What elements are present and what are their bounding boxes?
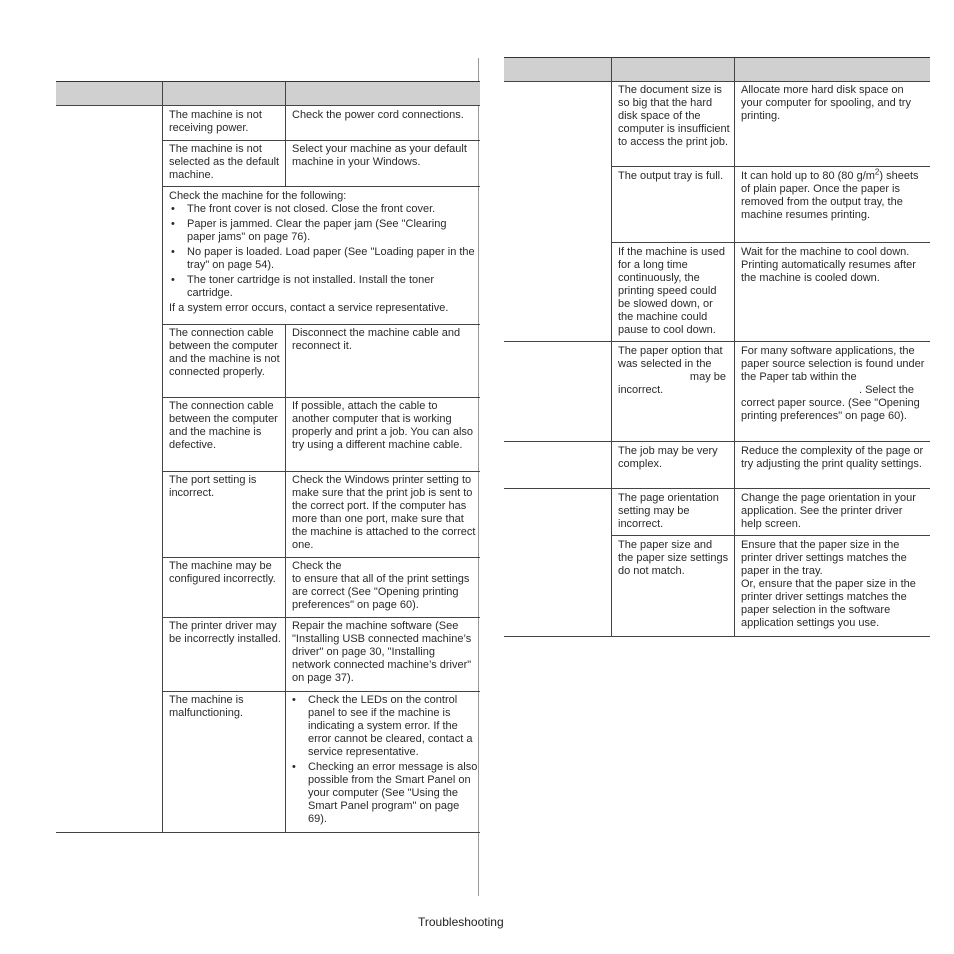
- row-rule: [162, 691, 480, 692]
- left-header-bottom-rule: [56, 105, 480, 106]
- right-header-top-rule: [504, 57, 930, 58]
- solution-text: correct paper source. (See "Opening printing preferences" on page 60).: [741, 397, 920, 422]
- cause-cell: The job may be very complex.: [618, 445, 718, 470]
- cause-cell: The paper size and the paper size settings do not match.: [618, 539, 729, 577]
- solution-text: . Select the: [858, 384, 914, 396]
- row-rule: [162, 397, 480, 398]
- check-list-cell: [169, 190, 475, 315]
- solution-cell: Repair the machine software (See "Installing USB connected machine’s driver" on page 30, "Installing network connected machine’s driver" on page 37).: [292, 620, 472, 684]
- check-outro: If a system error occurs, contact a service representative.: [169, 302, 449, 314]
- cause-cell: The machine is not selected as the default machine.: [169, 143, 280, 181]
- solution-cell: [741, 345, 926, 423]
- row-rule: [504, 488, 930, 489]
- solution-item: • Checking an error message is also possible from the Smart Panel on your computer (See "Using the Smart Panel program" on page 69).: [290, 761, 478, 826]
- check-item: • The toner cartridge is not installed. Install the toner cartridge.: [169, 274, 475, 300]
- cause-cell: If the machine is used for a long time continuously, the printing speed could be slowed down, or the machine could pause to cool down.: [618, 246, 726, 336]
- row-rule: [611, 242, 930, 243]
- cause-text: incorrect.: [618, 384, 664, 396]
- solution-cell: [741, 539, 926, 630]
- solution-list: [290, 694, 478, 826]
- row-rule: [162, 471, 480, 472]
- row-rule: [611, 166, 930, 167]
- left-col2-separator-a: [285, 81, 286, 187]
- cause-cell: The machine may be configured incorrectly.: [169, 560, 276, 585]
- right-table-header: [504, 57, 930, 81]
- left-table-bottom-rule: [56, 832, 480, 833]
- solution-cell: Check the Windows printer setting to make sure that the print job is sent to the correct port. If the computer has more than one port, make sure that the machine is attached to the correct one.: [292, 474, 476, 551]
- solution-cell: Wait for the machine to cool down. Printing automatically resumes after the machine is cooled down.: [741, 246, 916, 284]
- right-col1-separator: [611, 57, 612, 637]
- solution-cell: Reduce the complexity of the page or try adjusting the print quality settings.: [741, 445, 924, 470]
- cause-text: may be: [689, 371, 726, 383]
- cause-cell: The page orientation setting may be incorrect.: [618, 492, 719, 530]
- solution-cell: Disconnect the machine cable and reconnect it.: [292, 327, 461, 352]
- row-rule: [162, 140, 480, 141]
- cause-cell: The machine is not receiving power.: [169, 109, 262, 134]
- cause-cell: The output tray is full.: [618, 170, 724, 182]
- row-rule: [162, 617, 480, 618]
- solution-text: For many software applications, the paper source selection is found under the Paper tab within the: [741, 345, 925, 383]
- page-column-divider: [478, 58, 479, 896]
- row-rule: [162, 186, 480, 187]
- check-list: [169, 203, 475, 300]
- row-rule: [504, 341, 930, 342]
- cause-cell: The port setting is incorrect.: [169, 474, 257, 499]
- solution-text: It can hold up to 80 (80 g/m: [741, 170, 875, 182]
- cause-cell: The machine is malfunctioning.: [169, 694, 244, 719]
- solution-line: to ensure that all of the print settings are correct (See "Opening printing preferences" on page 60).: [292, 573, 470, 611]
- row-rule: [504, 441, 930, 442]
- solution-cell: Check the power cord connections.: [292, 109, 464, 121]
- cause-cell: The connection cable between the computer and the machine is defective.: [169, 400, 278, 451]
- left-col2-separator-b: [285, 324, 286, 832]
- page-footer-section: Troubleshooting: [418, 915, 504, 929]
- solution-cell: Select your machine as your default machine in your Windows.: [292, 143, 467, 168]
- solution-cell: If possible, attach the cable to another computer that is working properly and print a job. You can also try using a different machine cable.: [292, 400, 474, 451]
- solution-cell: [741, 167, 926, 222]
- cause-cell: The printer driver may be incorrectly installed.: [169, 620, 281, 645]
- cause-cell: The connection cable between the computer and the machine is not connected properly.: [169, 327, 280, 378]
- right-table-bottom-rule: [504, 636, 930, 637]
- solution-text: ) sheets of plain paper. Once the paper is removed from the output tray, the machine resumes printing.: [741, 170, 919, 221]
- row-rule: [611, 535, 930, 536]
- check-item: • No paper is loaded. Load paper (See "Loading paper in the tray" on page 54).: [169, 246, 475, 272]
- solution-line: Check the: [292, 560, 342, 572]
- right-col2-separator: [734, 57, 735, 637]
- check-item: • Paper is jammed. Clear the paper jam (See "Clearing paper jams" on page 76).: [169, 218, 475, 244]
- superscript: 2: [874, 167, 880, 177]
- right-header-bottom-rule: [504, 81, 930, 82]
- cause-cell: The document size is so big that the hard disk space of the computer is insufficient to access the print job.: [618, 84, 730, 148]
- solution-text: Ensure that the paper size in the printer driver settings matches the paper in the tray.: [741, 539, 907, 577]
- solution-item: • Check the LEDs on the control panel to see if the machine is indicating a system error. If the error cannot be cleared, contact a service representative.: [290, 694, 478, 759]
- check-intro: Check the machine for the following:: [169, 190, 347, 202]
- solution-cell: Allocate more hard disk space on your computer for spooling, and try printing.: [741, 84, 911, 122]
- solution-cell: [292, 560, 476, 612]
- row-rule: [162, 324, 480, 325]
- solution-text: Or, ensure that the paper size in the printer driver settings matches the paper selection in the software application settings you use.: [741, 578, 916, 629]
- check-item: • The front cover is not closed. Close the front cover.: [169, 203, 475, 216]
- cause-text: The paper option that was selected in the: [618, 345, 723, 370]
- solution-cell: Change the page orientation in your application. See the printer driver help screen.: [741, 492, 916, 530]
- row-rule: [162, 557, 480, 558]
- left-header-top-rule: [56, 81, 480, 82]
- solution-cell: [290, 694, 478, 828]
- cause-cell: [618, 345, 730, 397]
- left-table-header: [56, 81, 480, 105]
- left-col1-separator: [162, 81, 163, 832]
